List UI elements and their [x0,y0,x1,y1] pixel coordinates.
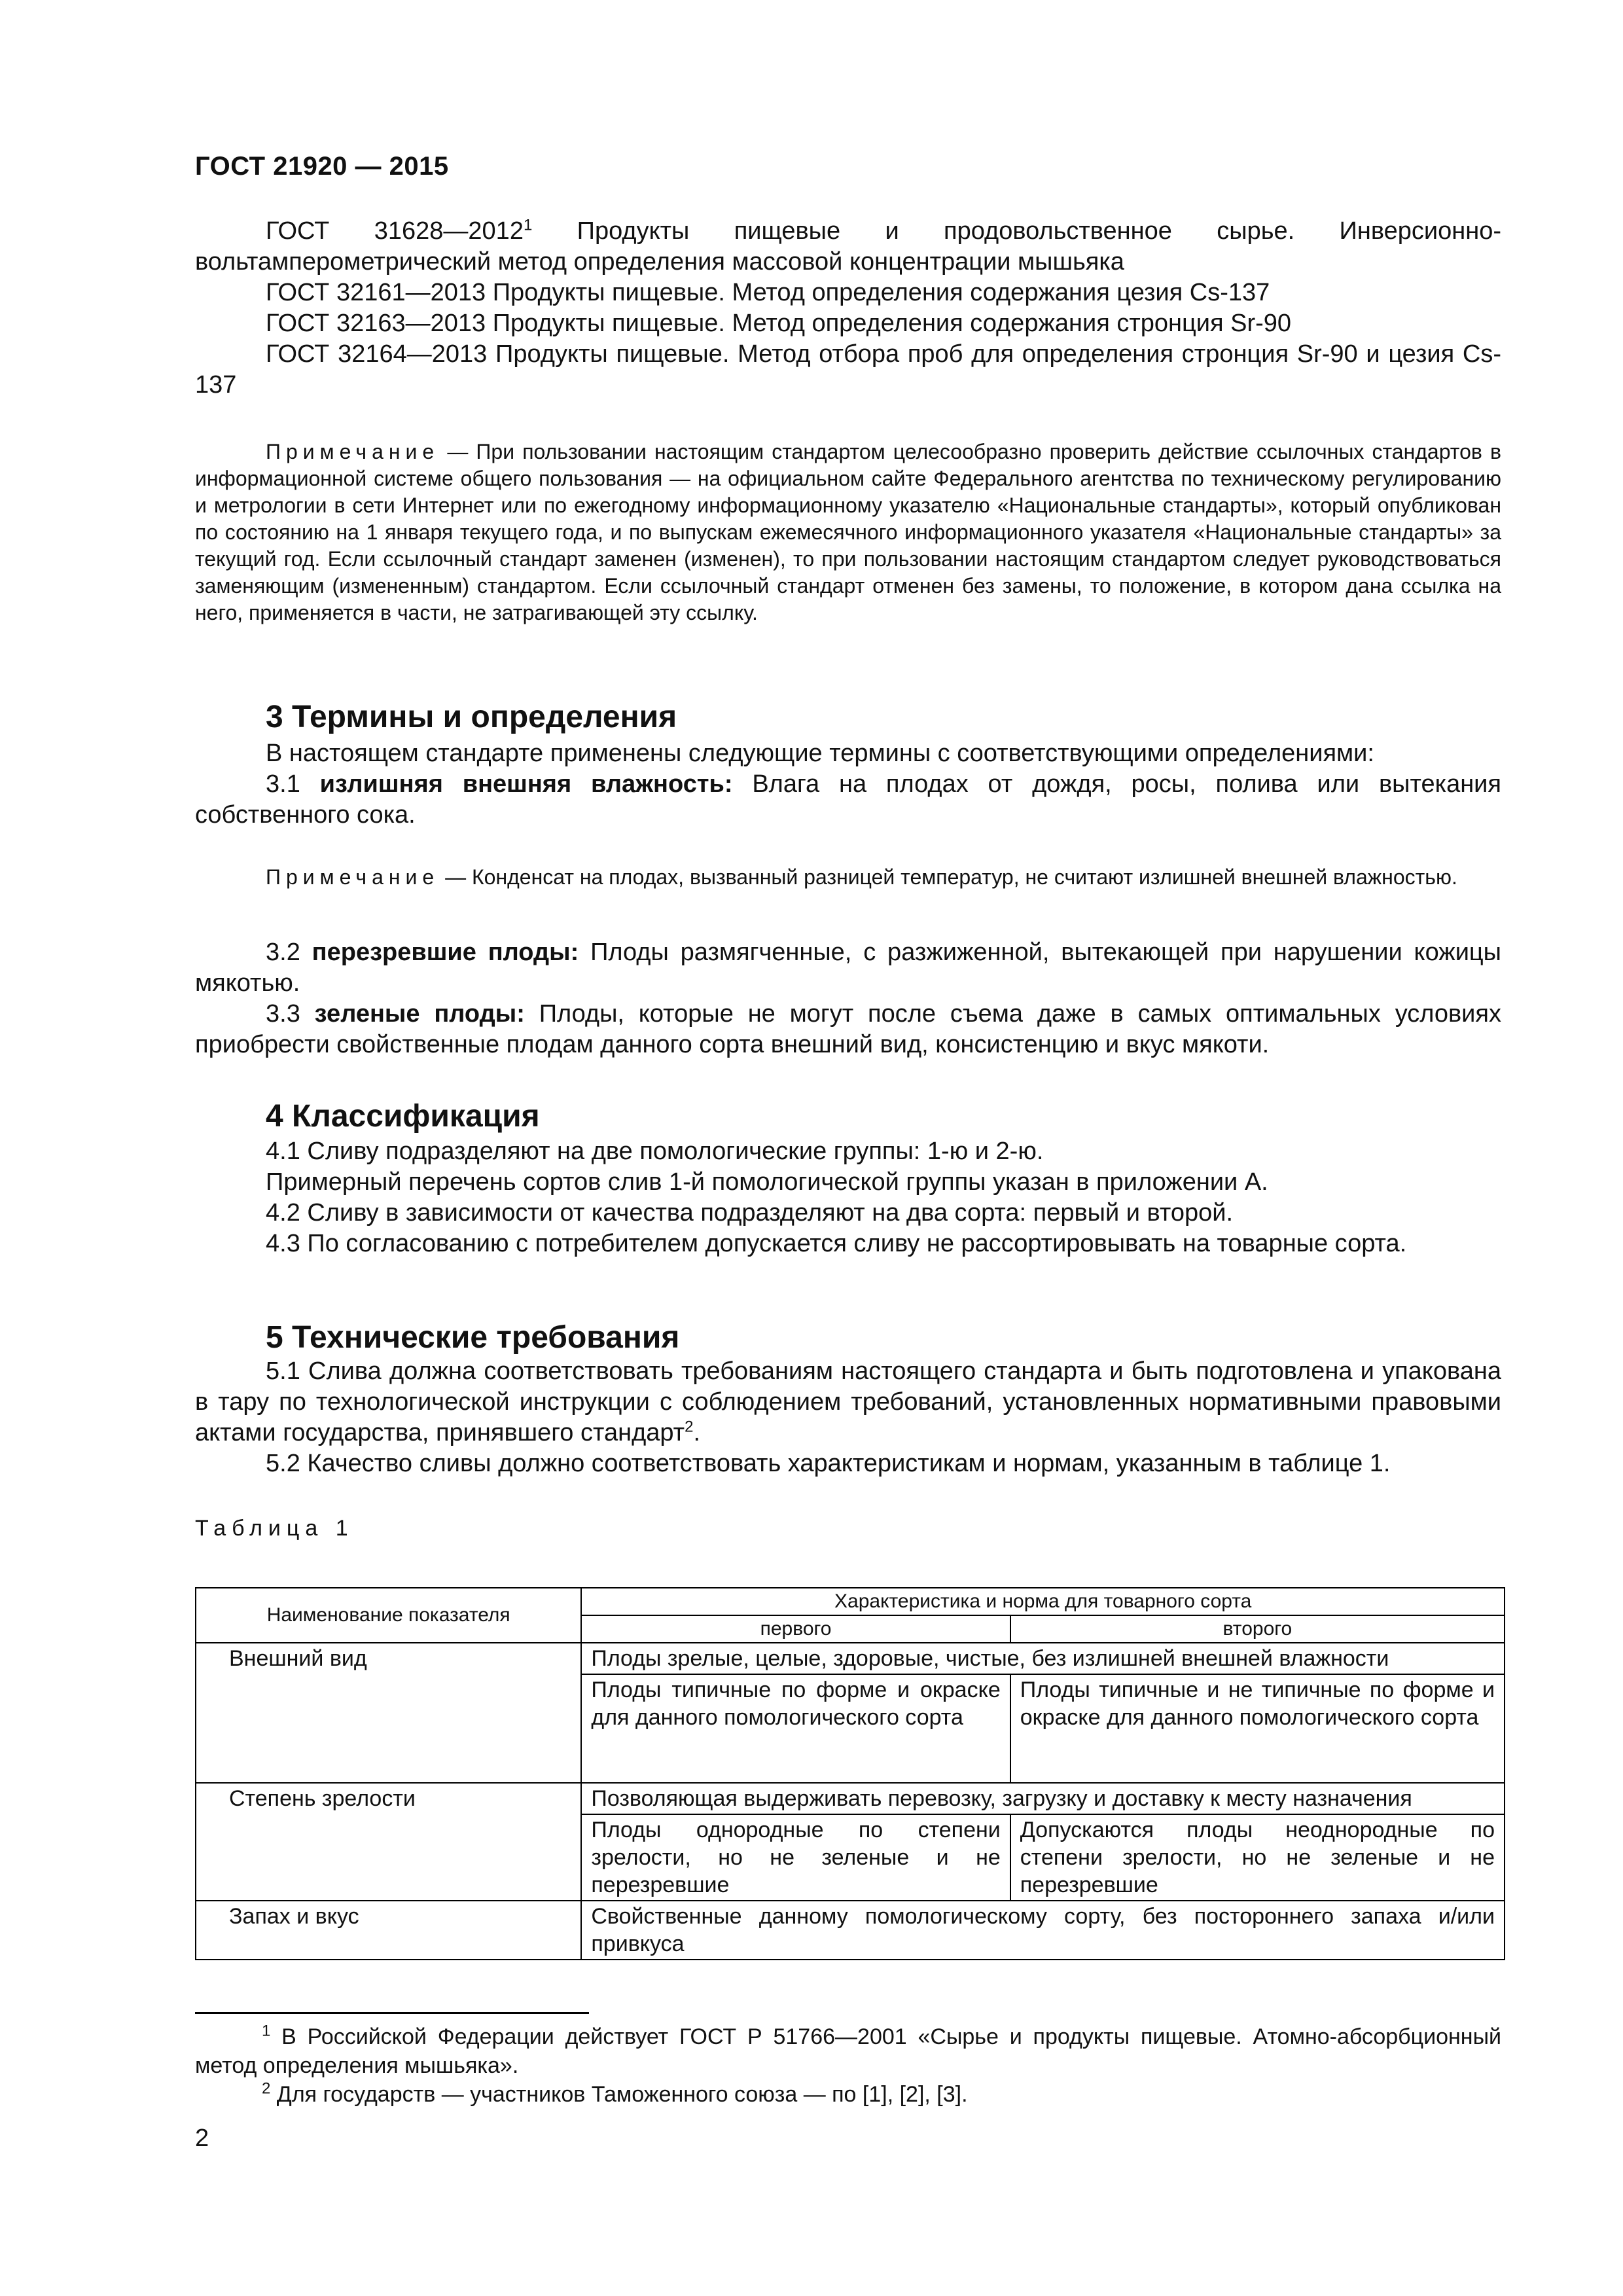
header-characteristic: Характеристика и норма для товарного сорта [581,1588,1505,1615]
row-first-grade: Плоды однородные по степени зрелости, но не зеленые и не перезревшие [581,1814,1010,1901]
row-common: Позволяющая выдерживать перевозку, загрузку и доставку к месту назначения [581,1783,1505,1814]
document-header: ГОСТ 21920 — 2015 [195,152,449,181]
footnote-rule [195,2012,589,2014]
table-row [196,1901,1505,1960]
row-second-grade: Допускаются плоды неоднородные по степени зрелости, но не зеленые и не перезревшие [1010,1814,1505,1901]
term-3-3: 3.3 зеленые плоды: Плоды, которые не могут после съема даже в самых оптимальных условиях приобрести свойственные плодам данного сорта внешний вид, консистенцию и вкус мякоти. [195,1000,1501,1058]
row-name: Запах и вкус [196,1901,581,1960]
term-3-2: 3.2 перезревшие плоды: Плоды размягченные, с разжиженной, вытекающей при нарушении кожицы мякотью. [195,939,1501,997]
row-first-grade: Плоды типичные по форме и окраске для данного помологического сорта [581,1674,1010,1783]
reference-item: ГОСТ 32163—2013 Продукты пищевые. Метод определения содержания стронция Sr-90 [266,310,1292,337]
table-row [196,1783,1505,1814]
header-first-grade: первого [581,1615,1010,1643]
footnote-1: $^1$ В Российской Федерации действует ГОСТ Р 51766—2001 «Сырье и продукты пищевые. Атомно-абсорбционный метод определения мышьяка». [195,2022,1501,2078]
section-3-heading: 3 Термины и определения [266,700,677,734]
reference-item: ГОСТ 32161—2013 Продукты пищевые. Метод определения содержания цезия Cs-137 [266,279,1270,306]
section-4-heading: 4 Классификация [266,1099,540,1134]
term-3-1: 3.1 излишняя внешняя влажность: Влага на плодах от дождя, росы, полива или вытекания собственного сока. [195,770,1501,829]
clause-5-2: 5.2 Качество сливы должно соответствовать характеристикам и нормам, указанным в таблице 1. [266,1450,1391,1477]
note-term: Примечание — Конденсат на плодах, вызванный разницей температур, не считают излишней внешней влажностью. [266,865,1457,889]
section-5-body [195,1356,1501,1479]
reference-item: ГОСТ 32164—2013 Продукты пищевые. Метод отбора проб для определения стронция Sr-90 и цезия Cs-137 [195,340,1501,399]
header-indicator-name: Наименование показателя [196,1588,581,1643]
clause-4-1-note: Примерный перечень сортов слив 1-й помологической группы указан в приложении А. [266,1168,1268,1196]
clause-5-1: 5.1 Слива должна соответствовать требованиям настоящего стандарта и быть подготовлена и упакована в тару по технологической инструкции с соблюдением требований, установленных нормативными правовыми актами государства, принявшего стандарт$^2$. [195,1357,1501,1446]
footnote-2: $^2$ Для государств — участников Таможенного союза — по [1], [2], [3]. [262,2079,968,2107]
section-4-body [195,1136,1501,1259]
quality-table [195,1587,1505,1960]
section-3-terms [195,937,1501,1060]
page-number: 2 [195,2125,209,2152]
row-common: Плоды зрелые, целые, здоровые, чистые, без излишней внешней влажности [581,1643,1505,1674]
section-3-body [195,738,1501,831]
header-second-grade: второго [1010,1615,1505,1643]
section-3-intro: В настоящем стандарте применены следующие термины с соответствующими определениями: [266,740,1374,767]
row-name: Внешний вид [196,1643,581,1783]
table-row [196,1643,1505,1674]
reference-item: ГОСТ 31628—2012$^1$ Продукты пищевые и продовольственное сырье. Инверсионно-вольтамперометрический метод определения массовой концентрации мышьяка [195,216,1501,276]
clause-4-2: 4.2 Сливу в зависимости от качества подразделяют на два сорта: первый и второй. [266,1199,1234,1227]
clause-4-3: 4.3 По согласованию с потребителем допускается сливу не рассортировывать на товарные сорта. [266,1230,1407,1257]
row-name: Степень зрелости [196,1783,581,1901]
note-references: Примечание — При пользовании настоящим стандартом целесообразно проверить действие ссылочных стандартов в информационной системе общего пользования — на официальном сайте Федерального агентства по техническому регулированию и метрологии в сети Интернет или по ежегодному информационному указателю «Национальные стандарты», который опубликован по состоянию на 1 января текущего года, и по выпускам ежемесячного информационного указателя «Национальные стандарты» за текущий год. Если ссылочный стандарт заменен (изменен), то при пользовании настоящим стандартом следует руководствоваться заменяющим (измененным) стандартом. Если ссылочный стандарт отменен без замены, то положение, в котором дана ссылка на него, применяется в части, не затрагивающей эту ссылку. [195,440,1501,624]
clause-4-1: 4.1 Сливу подразделяют на две помологические группы: 1-ю и 2-ю. [266,1138,1044,1165]
section-5-heading: 5 Технические требования [266,1320,680,1355]
table-label: Таблица 1 [195,1516,354,1541]
table-header-row [196,1588,1505,1615]
row-common: Свойственные данному помологическому сорту, без постороннего запаха и/или привкуса [581,1901,1505,1960]
references-list [195,216,1501,401]
row-second-grade: Плоды типичные и не типичные по форме и окраске для данного помологического сорта [1010,1674,1505,1783]
